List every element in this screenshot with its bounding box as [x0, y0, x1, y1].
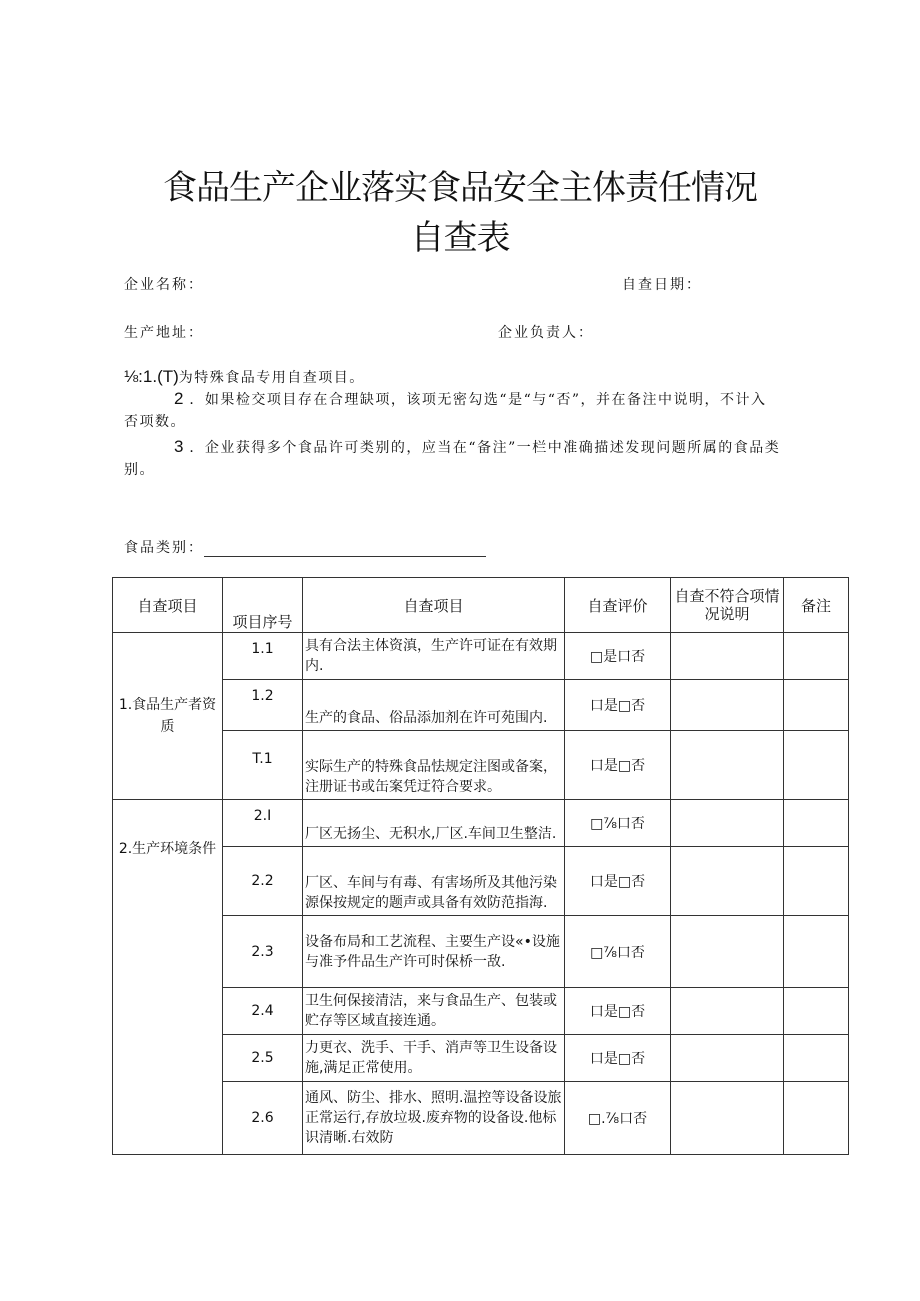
- row-content: 实际生产的特殊食品怯规定注图或备案，注册证书或缶案凭迂符合要求。: [303, 731, 565, 800]
- row-content: 力更衣、洗手、干手、消声等卫生设备设施,满足正常使用。: [303, 1035, 565, 1082]
- row-evaluation-checkbox[interactable]: □是口否: [565, 633, 671, 680]
- header-remark: 备注: [784, 578, 849, 633]
- row-remark-cell[interactable]: [784, 1082, 849, 1155]
- row-number: T.1: [223, 731, 303, 800]
- row-evaluation-checkbox[interactable]: 口是□否: [565, 988, 671, 1035]
- food-category-blank[interactable]: [204, 542, 486, 557]
- note-3-text-b: 别。: [124, 462, 155, 478]
- section-name: 2.生产环境条件: [113, 800, 223, 1155]
- table-header-row: [113, 578, 849, 633]
- row-remark-cell[interactable]: [784, 1035, 849, 1082]
- row-evaluation-checkbox[interactable]: 口是□否: [565, 847, 671, 916]
- row-nonconformity-cell[interactable]: [671, 731, 784, 800]
- note-1: [124, 366, 365, 389]
- row-remark-cell[interactable]: [784, 680, 849, 731]
- row-content: 具有合法主体资滇，生产许可证在有效期内.: [303, 633, 565, 680]
- row-number: 2.5: [223, 1035, 303, 1082]
- row-nonconformity-cell[interactable]: [671, 988, 784, 1035]
- section-name: 1.食品生产者资质: [113, 633, 223, 800]
- row-evaluation-checkbox[interactable]: □⅞口否: [565, 916, 671, 988]
- table-row: [113, 916, 849, 988]
- note-1-number: ⅛:1.(T): [124, 367, 179, 386]
- row-number: 2.I: [223, 800, 303, 847]
- row-number: 2.4: [223, 988, 303, 1035]
- row-number: 1.1: [223, 633, 303, 680]
- row-number: 2.3: [223, 916, 303, 988]
- row-remark-cell[interactable]: [784, 988, 849, 1035]
- self-check-table: [112, 577, 849, 1155]
- row-nonconformity-cell[interactable]: [671, 1035, 784, 1082]
- note-3-text-a: ．企业获得多个食品许可类别的，应当在“备注”一栏中准确描述发现问题所属的食品类: [189, 440, 781, 456]
- row-evaluation-checkbox[interactable]: □⅞口否: [565, 800, 671, 847]
- row-content: 生产的食品、俗品添加剂在许可苑围内.: [303, 680, 565, 731]
- row-number: 1.2: [223, 680, 303, 731]
- table-row: [113, 680, 849, 731]
- row-nonconformity-cell[interactable]: [671, 680, 784, 731]
- row-evaluation-checkbox[interactable]: 口是□否: [565, 680, 671, 731]
- row-nonconformity-cell[interactable]: [671, 1082, 784, 1155]
- header-item: 自查项目: [303, 578, 565, 633]
- note-1-text: 为特殊食品专用自查项目。: [178, 370, 365, 386]
- table-row: [113, 731, 849, 800]
- food-category-label: 食品类别：: [124, 540, 204, 556]
- check-date-label: 自查日期：: [622, 277, 702, 293]
- row-number: 2.2: [223, 847, 303, 916]
- row-nonconformity-cell[interactable]: [671, 633, 784, 680]
- row-content: 卫生何保接清洁，来与食品生产、包装或贮存等区域直接连通。: [303, 988, 565, 1035]
- person-in-charge-label: 企业负责人：: [498, 325, 594, 341]
- note-2-text-b: 否项数。: [124, 414, 186, 430]
- row-evaluation-checkbox[interactable]: 口是□否: [565, 731, 671, 800]
- document-title-line1: 食品生产企业落实食品安全主体责任情况: [163, 168, 757, 208]
- company-name-label: 企业名称：: [124, 277, 204, 293]
- row-remark-cell[interactable]: [784, 916, 849, 988]
- row-nonconformity-cell[interactable]: [671, 847, 784, 916]
- row-remark-cell[interactable]: [784, 731, 849, 800]
- table-row: [113, 800, 849, 847]
- row-content: 厂区、车间与有毒、有害场所及其他污染源保按规定的题声或具备有效防范指海.: [303, 847, 565, 916]
- note-2-text-a: ．如果检交项目存在合理缺项，该项无密勾选“是“与“否”，并在备注中说明，不计入: [189, 392, 767, 408]
- table-row: [113, 988, 849, 1035]
- row-evaluation-checkbox[interactable]: 口是□否: [565, 1035, 671, 1082]
- header-evaluation: 自查评价: [565, 578, 671, 633]
- food-category-field: [124, 537, 486, 557]
- document-title-line2: 自查表: [410, 218, 510, 258]
- note-3-number: 3: [174, 437, 184, 456]
- row-nonconformity-cell[interactable]: [671, 916, 784, 988]
- row-remark-cell[interactable]: [784, 847, 849, 916]
- note-2: [124, 388, 840, 433]
- table-row: [113, 1035, 849, 1082]
- table-row: [113, 847, 849, 916]
- row-remark-cell[interactable]: [784, 800, 849, 847]
- note-3: [124, 436, 840, 481]
- row-content: 设备布局和工艺流程、主要生产设«•设施与准予件品生产许可时保桥一敌.: [303, 916, 565, 988]
- table-row: [113, 633, 849, 680]
- row-remark-cell[interactable]: [784, 633, 849, 680]
- header-category: 自查项目: [113, 578, 223, 633]
- row-evaluation-checkbox[interactable]: □.⅞口否: [565, 1082, 671, 1155]
- header-nonconformity: 自查不符合项情况说明: [671, 578, 784, 633]
- header-number: 项目序号: [223, 578, 303, 633]
- note-2-number: 2: [174, 389, 184, 408]
- row-number: 2.6: [223, 1082, 303, 1155]
- row-nonconformity-cell[interactable]: [671, 800, 784, 847]
- address-label: 生产地址：: [124, 325, 204, 341]
- table-row: [113, 1082, 849, 1155]
- row-content: 通风、防尘、排水、照明.温控等设备设旅正常运行,存放垃圾.废弃物的设备设.他标识清晰.右效防: [303, 1082, 565, 1155]
- row-content: 厂区无扬尘、无积水,厂区.车间卫生整洁.: [303, 800, 565, 847]
